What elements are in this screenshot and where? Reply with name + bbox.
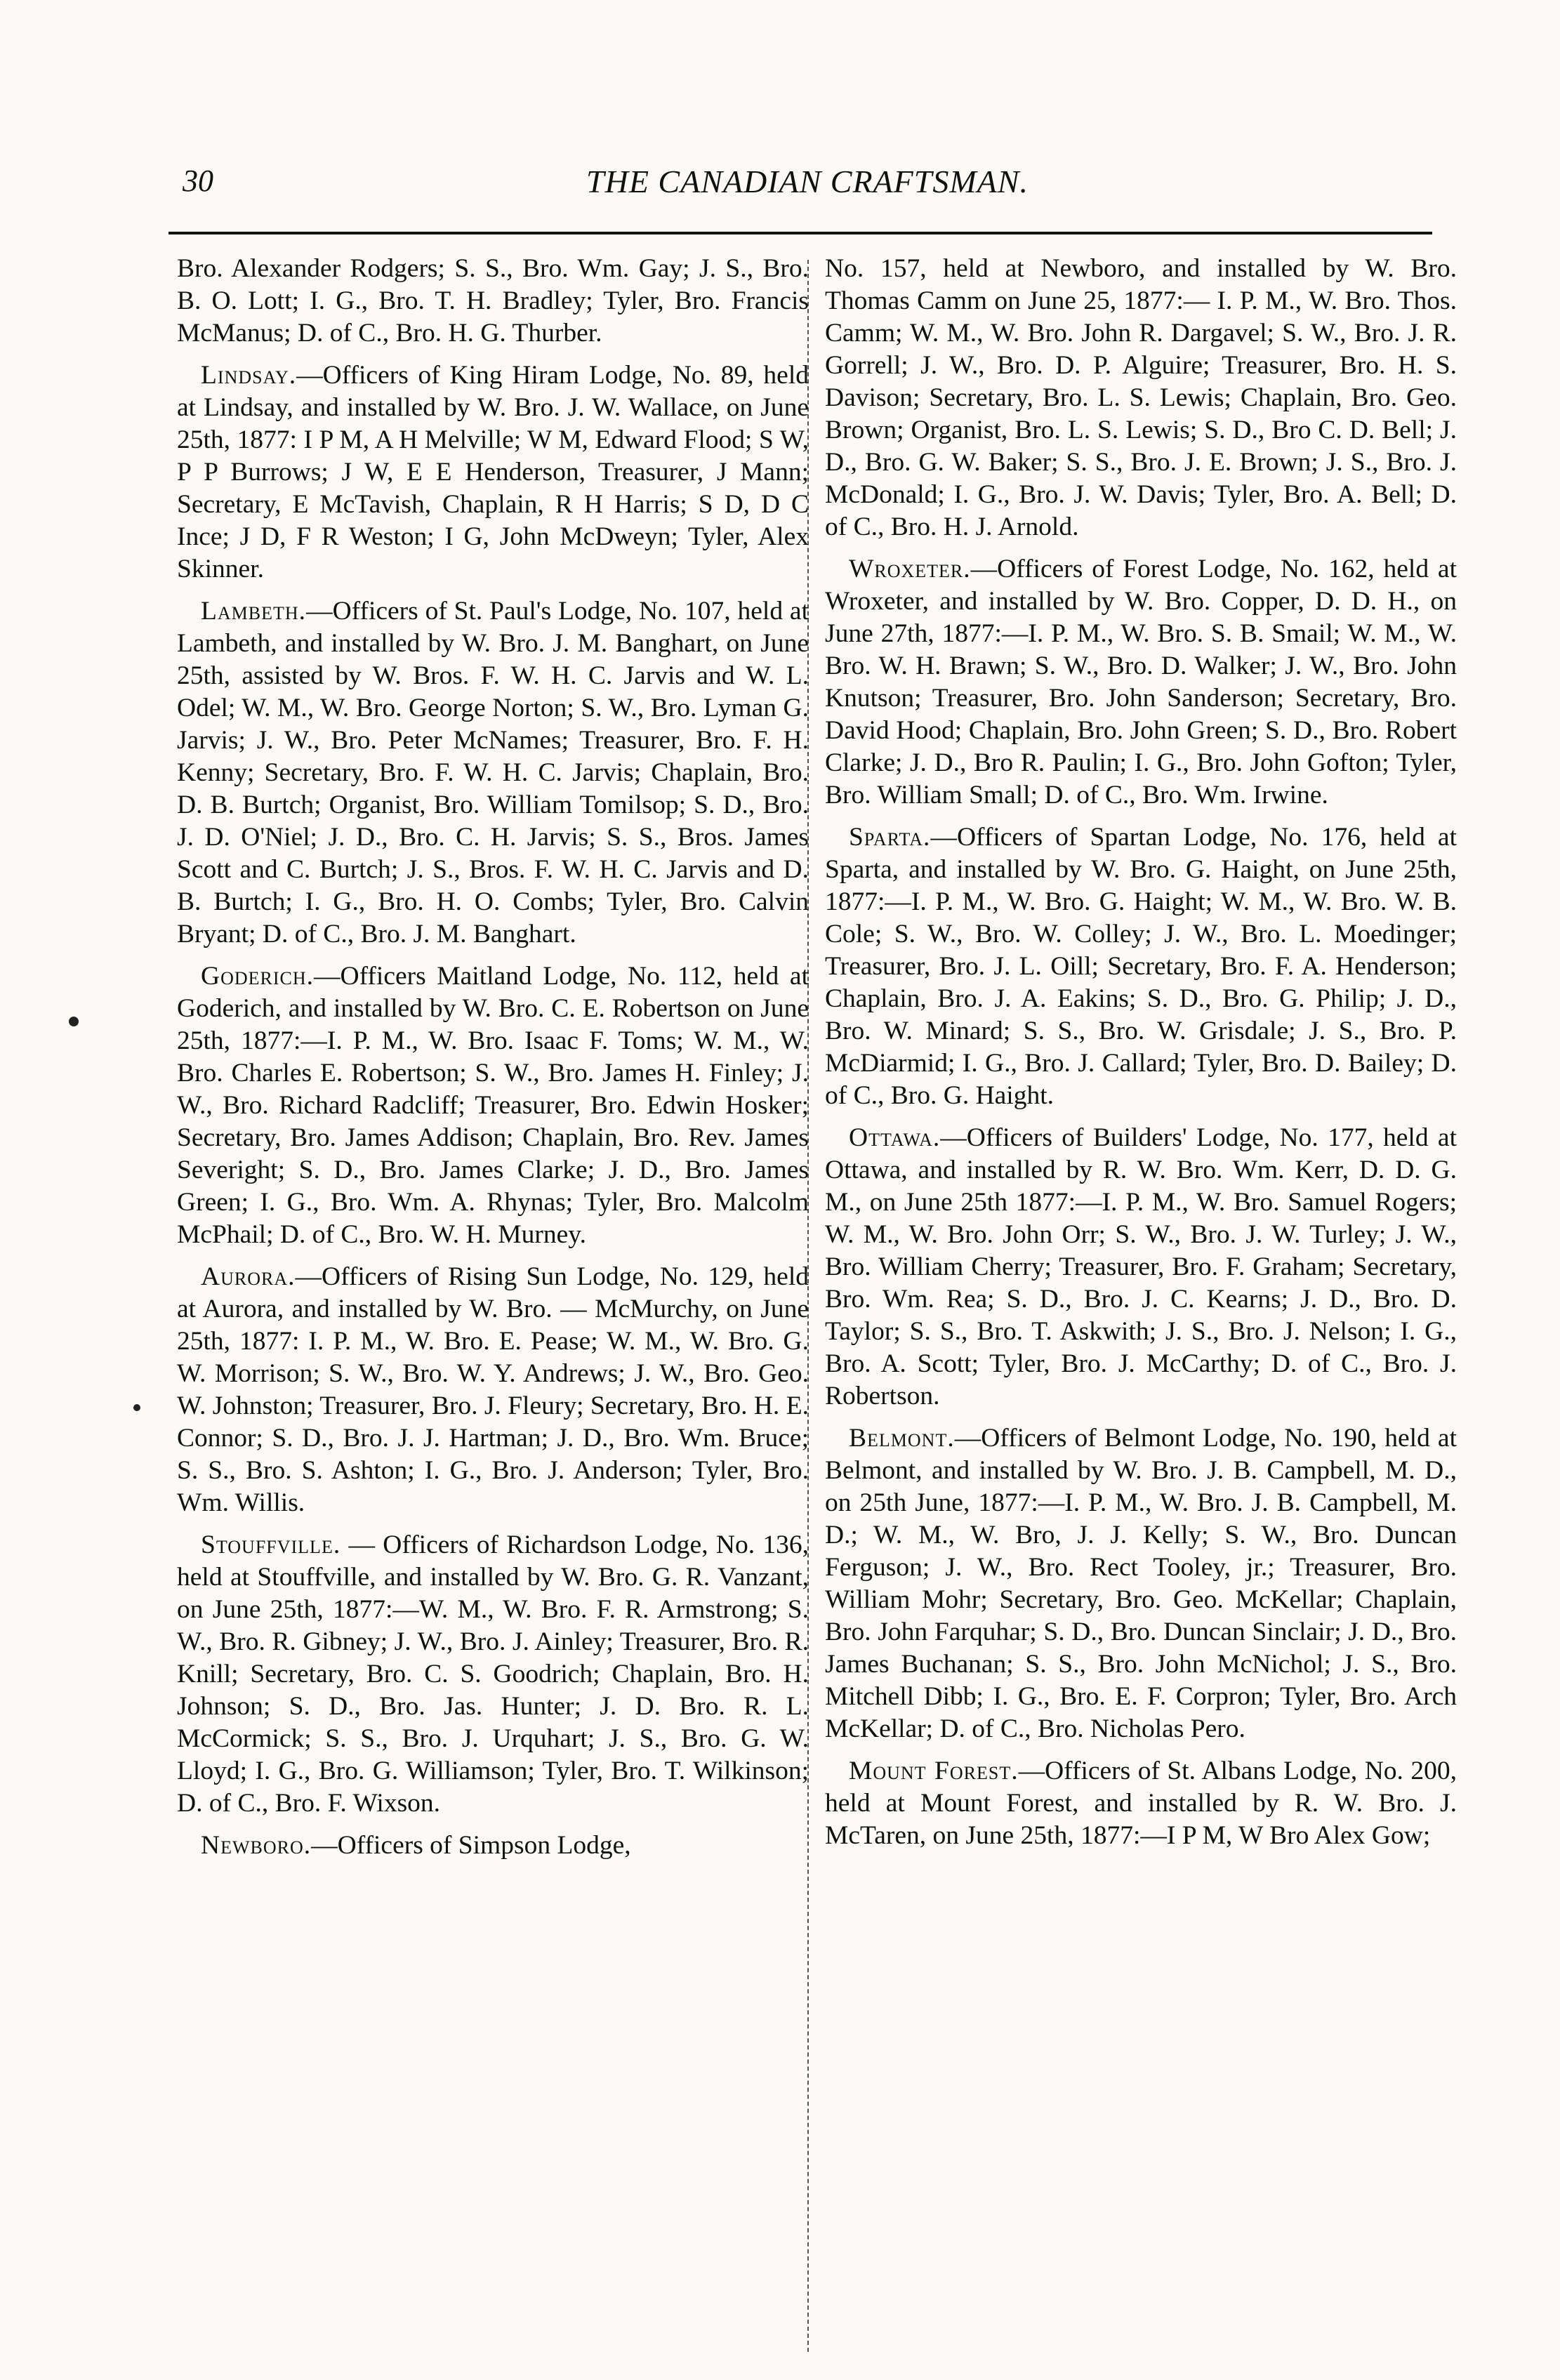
paragraph — [825, 1755, 1457, 1852]
paragraph — [825, 253, 1457, 543]
place-heading: Sparta. — [849, 823, 931, 852]
paragraph — [825, 553, 1457, 812]
paragraph — [177, 960, 809, 1251]
place-heading: Goderich. — [201, 962, 315, 991]
place-heading: Lindsay. — [201, 361, 297, 390]
margin-dot — [69, 1017, 79, 1026]
left-column — [177, 253, 809, 1872]
paragraph-text: —Officers of Simpson Lodge, — [311, 1831, 631, 1860]
paragraph — [825, 821, 1457, 1112]
header-rule — [168, 232, 1432, 234]
paragraph-text: —Officers of St. Paul's Lodge, No. 107, held at Lambeth, and installed by W. Bro. J. M. Banghart, on June 25th, assisted by W. Bros. F. W. H. C. Jarvis and W. L. Odel; W. M., W. Bro. George Norton; S. W., Bro. Lyman G. Jarvis; J. W., Bro. Peter McNames; Treasurer, Bro. F. H. Kenny; Secretary, Bro. F. W. H. C. Jarvis; Chaplain, Bro. D. B. Burtch; Organist, Bro. William Tomilsop; S. D., Bro. J. D. O'Niel; J. D., Bro. C. H. Jarvis; S. S., Bros. James Scott and C. Burtch; J. S., Bros. F. W. H. C. Jarvis and D. B. Burtch; I. G., Bro. H. O. Combs; Tyler, Bro. Calvin Bryant; D. of C., Bro. J. M. Banghart. — [177, 597, 809, 948]
place-heading: Lambeth. — [201, 597, 307, 626]
paragraph-text: —Officers of Belmont Lodge, No. 190, held at Belmont, and installed by W. Bro. J. B. Campbell, M. D., on 25th June, 1877:—I. P. M., W. Bro. J. B. Campbell, M. D.; W. M., W. Bro, J. J. Kelly; S. W., Bro. Duncan Ferguson; J. W., Bro. Rect Tooley, jr.; Treasurer, Bro. William Mohr; Secretary, Bro. Geo. McKellar; Chaplain, Bro. John Farquhar; S. D., Bro. Duncan Sinclair; J. D., Bro. James Buchanan; S. S., Bro. John McNichol; J. S., Bro. Mitchell Dibb; I. G., Bro. E. F. Corpron; Tyler, Bro. Arch McKellar; D. of C., Bro. Nicholas Pero. — [825, 1424, 1457, 1743]
place-heading: Aurora. — [201, 1262, 296, 1291]
paragraph — [177, 595, 809, 951]
place-heading: Wroxeter. — [849, 555, 971, 583]
paragraph — [177, 253, 809, 350]
paragraph-text: —Officers of Builders' Lodge, No. 177, held at Ottawa, and installed by R. W. Bro. Wm. Kerr, D. D. G. M., on June 25th 1877:—I. P. M., W. Bro. Samuel Rogers; W. M., W. Bro. John Orr; S. W., Bro. J. W. Turley; J. W., Bro. William Cherry; Treasurer, Bro. F. Graham; Secretary, Bro. Wm. Rea; S. D., Bro. J. C. Kearns; J. D., Bro. D. Taylor; S. S., Bro. T. Askwith; J. S., Bro. J. Nelson; I. G., Bro. A. Scott; Tyler, Bro. J. McCarthy; D. of C., Bro. J. Robertson. — [825, 1123, 1457, 1410]
place-heading: Mount Forest. — [849, 1757, 1019, 1785]
paragraph — [177, 1529, 809, 1820]
running-title: THE CANADIAN CRAFTSMAN. — [586, 164, 1029, 199]
paragraph-text: —Officers of Forest Lodge, No. 162, held at Wroxeter, and installed by W. Bro. Copper, D. D. H., on June 27th, 1877:—I. P. M., W. Bro. S. B. Smail; W. M., W. Bro. W. H. Brawn; S. W., Bro. D. Walker; J. W., Bro. John Knutson; Treasurer, Bro. John Sanderson; Secretary, Bro. David Hood; Chaplain, Bro. John Green; S. D., Bro. Robert Clarke; J. D., Bro R. Paulin; I. G., Bro. John Gofton; Tyler, Bro. William Small; D. of C., Bro. Wm. Irwine. — [825, 555, 1457, 809]
margin-dot — [133, 1404, 140, 1411]
right-column — [825, 253, 1457, 1862]
paragraph-text: —Officers of Spartan Lodge, No. 176, held at Sparta, and installed by W. Bro. G. Haight, on June 25th, 1877:—I. P. M., W. Bro. G. Haight; W. M., W. Bro. W. B. Cole; S. W., Bro. W. Colley; J. W., Bro. L. Moedinger; Treasurer, Bro. J. L. Oill; Secretary, Bro. F. A. Henderson; Chaplain, Bro. J. A. Eakins; S. D., Bro. G. Philip; J. D., Bro. W. Minard; S. S., Bro. W. Grisdale; J. S., Bro. P. McDiarmid; I. G., Bro. J. Callard; Tyler, Bro. D. Bailey; D. of C., Bro. G. Haight. — [825, 823, 1457, 1110]
page-number: 30 — [183, 164, 213, 198]
paragraph-text: Bro. Alexander Rodgers; S. S., Bro. Wm. Gay; J. S., Bro. B. O. Lott; I. G., Bro. T. H. Bradley; Tyler, Bro. Francis McManus; D. of C., Bro. H. G. Thurber. — [177, 254, 809, 348]
paragraph — [177, 1261, 809, 1519]
paragraph-text: No. 157, held at Newboro, and installed by W. Bro. Thomas Camm on June 25, 1877:— I. P. M., W. Bro. Thos. Camm; W. M., W. Bro. John R. Dargavel; S. W., Bro. J. R. Gorrell; J. W., Bro. D. P. Alguire; Treasurer, Bro. H. S. Davison; Secretary, Bro. L. S. Lewis; Chaplain, Bro. Geo. Brown; Organist, Bro. L. S. Lewis; S. D., Bro C. D. Bell; J. D., Bro. G. W. Baker; S. S., Bro. J. E. Brown; J. S., Bro. J. McDonald; I. G., Bro. J. W. Davis; Tyler, Bro. A. Bell; D. of C., Bro. H. J. Arnold. — [825, 254, 1457, 541]
page-header — [161, 163, 1453, 212]
paragraph — [177, 1830, 809, 1862]
place-heading: Newboro. — [201, 1831, 312, 1860]
paragraph — [177, 359, 809, 586]
paragraph-text: —Officers of Rising Sun Lodge, No. 129, held at Aurora, and installed by W. Bro. — McMurchy, on June 25th, 1877: I. P. M., W. Bro. E. Pease; W. M., W. Bro. G. W. Morrison; S. W., Bro. W. Y. Andrews; J. W., Bro. Geo. W. Johnston; Treasurer, Bro. J. Fleury; Secretary, Bro. H. E. Connor; S. D., Bro. J. J. Hartman; J. D., Bro. Wm. Bruce; S. S., Bro. S. Ashton; I. G., Bro. J. Anderson; Tyler, Bro. Wm. Willis. — [177, 1262, 809, 1517]
paragraph-text: —Officers Maitland Lodge, No. 112, held at Goderich, and installed by W. Bro. C. E. Robertson on June 25th, 1877:—I. P. M., W. Bro. Isaac F. Toms; W. M., W. Bro. Charles E. Robertson; S. W., Bro. James H. Finley; J. W., Bro. Richard Radcliff; Treasurer, Bro. Edwin Hosker; Secretary, Bro. James Addison; Chaplain, Bro. Rev. James Severight; S. D., Bro. James Clarke; J. D., Bro. James Green; I. G., Bro. Wm. A. Rhynas; Tyler, Bro. Malcolm McPhail; D. of C., Bro. W. H. Murney. — [177, 962, 809, 1249]
paragraph — [825, 1422, 1457, 1745]
paragraph-text: —Officers of St. Albans Lodge, No. 200, held at Mount Forest, and installed by R. W. Bro. J. McTaren, on June 25th, 1877:—I P M, W Bro Alex Gow; — [825, 1757, 1457, 1850]
paragraph-text: — Officers of Richardson Lodge, No. 136, held at Stouffville, and installed by W. Bro. G. R. Vanzant, on June 25th, 1877:—W. M., W. Bro. F. R. Armstrong; S. W., Bro. R. Gibney; J. W., Bro. J. Ainley; Treasurer, Bro. R. Knill; Secretary, Bro. C. S. Goodrich; Chaplain, Bro. H. Johnson; S. D., Bro. Jas. Hunter; J. D. Bro. R. L. McCormick; S. S., Bro. J. Urquhart; J. S., Bro. G. W. Lloyd; I. G., Bro. G. Williamson; Tyler, Bro. T. Wilkinson; D. of C., Bro. F. Wixson. — [177, 1531, 809, 1818]
place-heading: Belmont. — [849, 1424, 955, 1453]
place-heading: Ottawa. — [849, 1123, 941, 1152]
paragraph-text: —Officers of King Hiram Lodge, No. 89, held at Lindsay, and installed by W. Bro. J. W. Wallace, on June 25th, 1877: I P M, A H Melville; W M, Edward Flood; S W, P P Burrows; J W, E E Henderson, Treasurer, J Mann; Secretary, E McTavish, Chaplain, R H Harris; S D, D C Ince; J D, F R Weston; I G, John McDweyn; Tyler, Alex Skinner. — [177, 361, 809, 583]
place-heading: Stouffville. — [201, 1531, 341, 1559]
paragraph — [825, 1122, 1457, 1413]
